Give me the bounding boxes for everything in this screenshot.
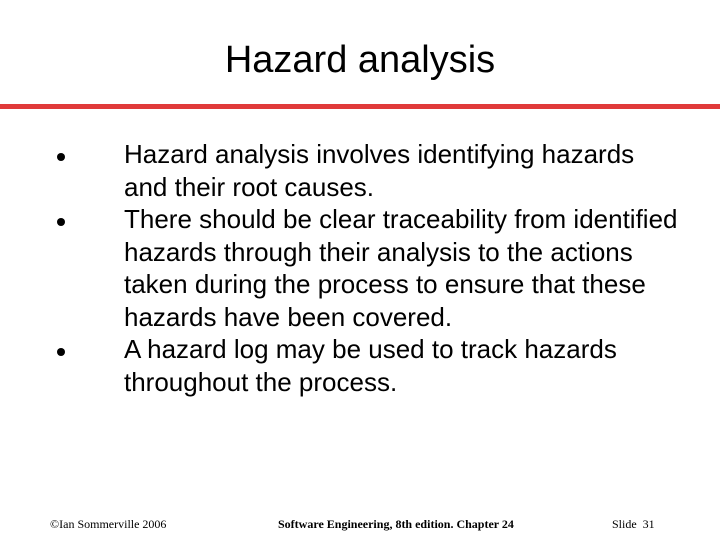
- slide-title: Hazard analysis: [224, 39, 496, 81]
- bullet-item: [0, 333, 720, 398]
- footer-copyright: ©Ian Sommerville 2006: [50, 517, 167, 531]
- bullet-dot-icon: [57, 153, 65, 161]
- bullet-text: Hazard analysis involves identifying hazards and their root causes.: [124, 139, 635, 202]
- bullet-text: A hazard log may be used to track hazards throughout the process.: [124, 334, 617, 397]
- title-divider: [0, 104, 720, 109]
- bullet-item: [0, 203, 720, 333]
- bullet-text: There should be clear traceability from identified hazards through their analysis to the actions taken during the process to ensure that these hazards have been covered.: [124, 204, 678, 332]
- footer-book-title: Software Engineering, 8th edition. Chapter 24: [278, 517, 514, 531]
- bullet-item: [0, 138, 720, 203]
- footer-slide-number: Slide 31: [612, 517, 655, 531]
- bullet-dot-icon: [57, 348, 65, 356]
- bullet-list: [0, 138, 720, 398]
- bullet-dot-icon: [57, 218, 65, 226]
